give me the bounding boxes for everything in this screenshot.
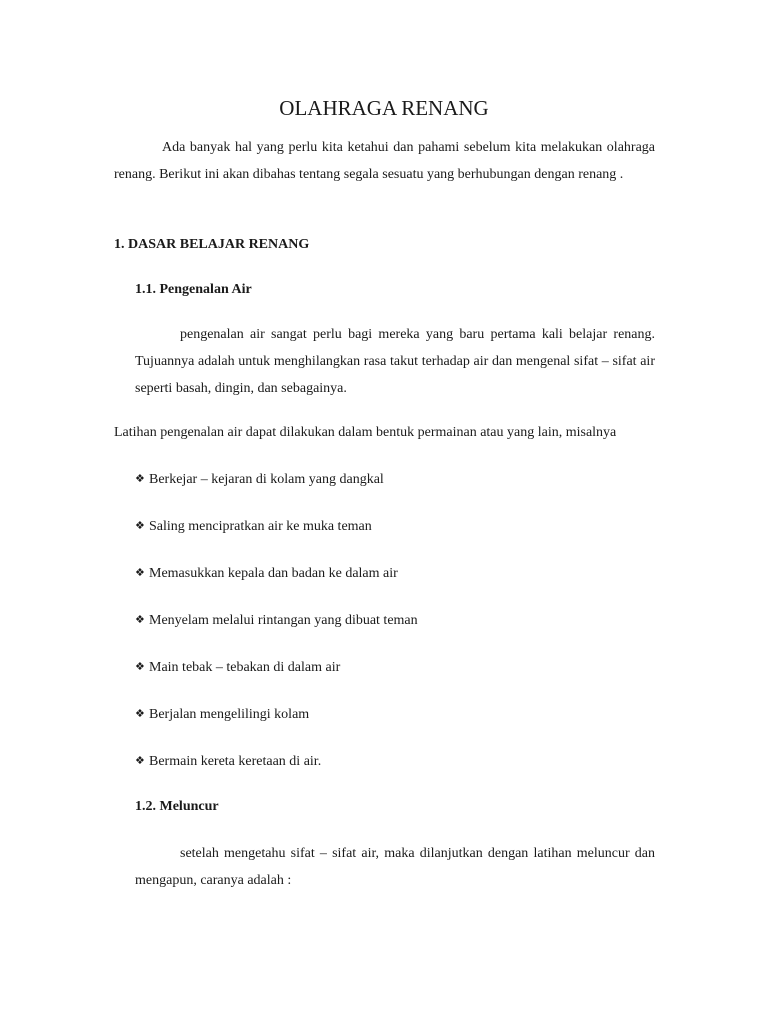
subsection-heading-pengenalan-air: 1.1. Pengenalan Air [135, 282, 252, 297]
list-item [135, 514, 418, 561]
document-title: OLAHRAGA RENANG [279, 96, 489, 120]
diamond-bullet-icon: ❖ [135, 707, 145, 720]
list-item-text: Memasukkan kepala dan badan ke dalam air [149, 566, 398, 581]
intro-paragraph [114, 134, 655, 188]
subsection-heading-meluncur: 1.2. Meluncur [135, 799, 219, 814]
diamond-bullet-icon: ❖ [135, 660, 145, 673]
list-item-text: Main tebak – tebakan di dalam air [149, 660, 341, 675]
diamond-bullet-icon: ❖ [135, 754, 145, 767]
meluncur-paragraph [135, 840, 655, 894]
diamond-bullet-icon: ❖ [135, 472, 145, 485]
intro-text: Ada banyak hal yang perlu kita ketahui dan pahami sebelum kita melakukan olahraga renang. Berikut ini akan dibahas tentang segala sesuatu yang berhubungan dengan renang . [114, 140, 655, 182]
latihan-paragraph: Latihan pengenalan air dapat dilakukan dalam bentuk permainan atau yang lain, misalnya [114, 425, 617, 440]
list-item [135, 749, 418, 796]
list-item [135, 702, 418, 749]
diamond-bullet-icon: ❖ [135, 566, 145, 579]
pengenalan-air-text: pengenalan air sangat perlu bagi mereka yang baru pertama kali belajar renang. Tujuannya adalah untuk menghilangkan rasa takut terhadap air dan mengenal sifat – sifat air seperti basah, dingin, dan sebagainya. [135, 327, 655, 396]
list-item-text: Saling mencipratkan air ke muka teman [149, 519, 372, 534]
list-item-text: Bermain kereta keretaan di air. [149, 754, 322, 769]
meluncur-text: setelah mengetahu sifat – sifat air, maka dilanjutkan dengan latihan meluncur dan mengapun, caranya adalah : [135, 846, 655, 888]
diamond-bullet-icon: ❖ [135, 613, 145, 626]
pengenalan-air-paragraph [135, 321, 655, 402]
list-item-text: Berjalan mengelilingi kolam [149, 707, 310, 722]
list-item [135, 655, 418, 702]
list-item-text: Berkejar – kejaran di kolam yang dangkal [149, 472, 384, 487]
list-item [135, 608, 418, 655]
diamond-bullet-icon: ❖ [135, 519, 145, 532]
list-item [135, 467, 418, 514]
list-item-text: Menyelam melalui rintangan yang dibuat teman [149, 613, 418, 628]
list-item [135, 561, 418, 608]
section-heading-dasar-belajar-renang: 1. DASAR BELAJAR RENANG [114, 237, 310, 252]
exercise-list [135, 467, 418, 796]
